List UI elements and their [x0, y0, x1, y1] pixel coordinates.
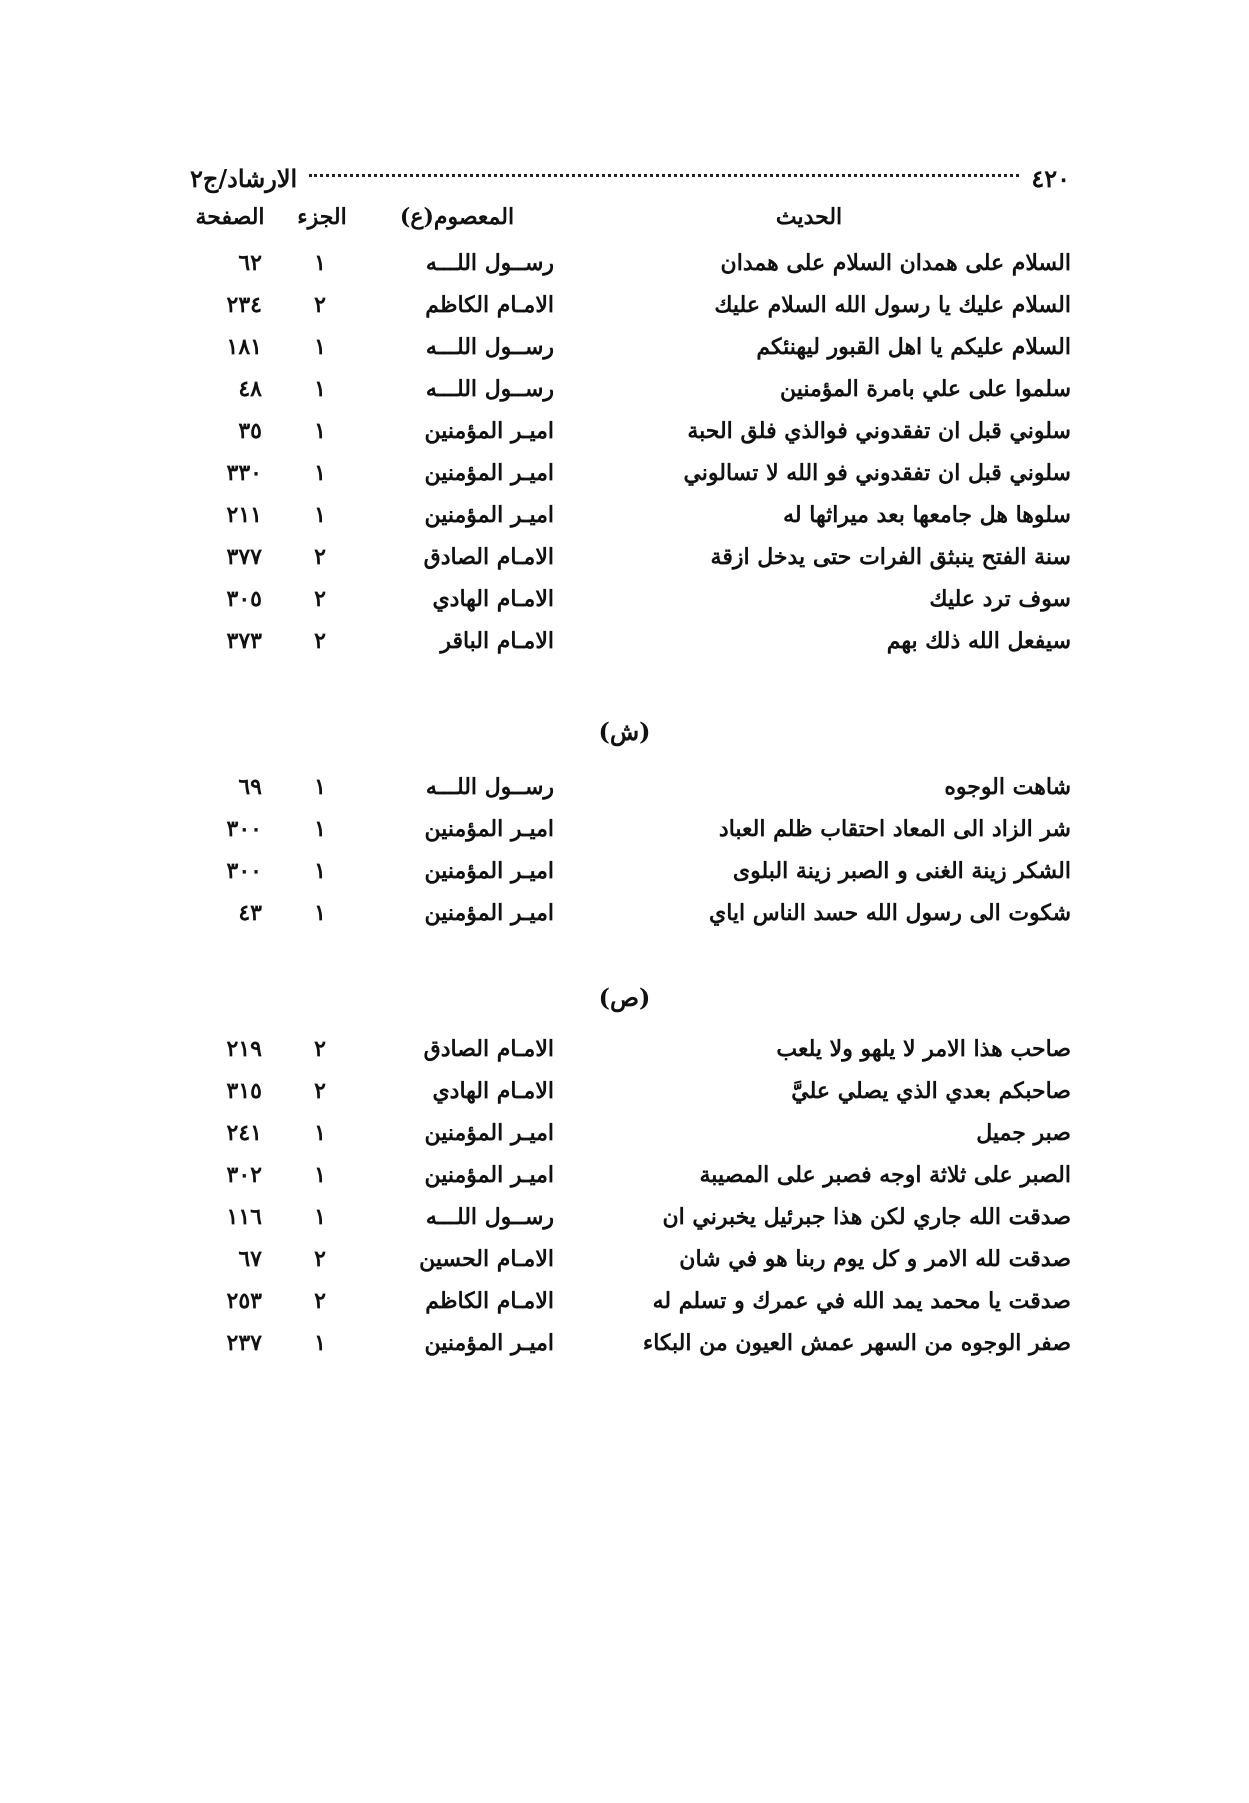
hadith-text: سلوها هل جامعها بعد ميراثها له: [783, 502, 1071, 528]
hadith-text: سيفعل الله ذلك بهم: [886, 628, 1071, 654]
juz-number: ١: [314, 334, 326, 360]
juz-number: ١: [314, 418, 326, 444]
page-number-ref: ٦٧: [238, 1246, 262, 1272]
table-row: [0, 1028, 1249, 1070]
juz-number: ٢: [314, 1036, 326, 1062]
juz-number: ٢: [314, 628, 326, 654]
table-row: [0, 766, 1249, 808]
hadith-text: السلام عليكم يا اهل القبور ليهنئكم: [756, 334, 1071, 360]
table-row: [0, 1196, 1249, 1238]
masum-name: اميـر المؤمنين: [424, 1162, 554, 1188]
hadith-text: صفر الوجوه من السهر عمش العيون من البكاء: [642, 1330, 1071, 1356]
juz-number: ٢: [314, 544, 326, 570]
masum-name: الامـام الباقر: [440, 628, 554, 654]
hadith-text: سلوني قبل ان تفقدوني فوالذي فلق الحبة: [687, 418, 1071, 444]
juz-number: ١: [314, 250, 326, 276]
hadith-text: شاهت الوجوه: [944, 774, 1071, 800]
masum-name: رســول اللـــه: [425, 250, 554, 276]
table-row: [0, 1238, 1249, 1280]
column-header-masum: المعصوم(ع): [399, 204, 515, 230]
page-number-ref: ٣٣٠: [226, 460, 262, 486]
page-number-ref: ٢٣٤: [226, 292, 262, 318]
page-number-ref: ٢٥٣: [226, 1288, 262, 1314]
page-number-ref: ١١٦: [226, 1204, 262, 1230]
masum-name: الامـام الصادق: [423, 1036, 554, 1062]
page-number-ref: ٣٠٥: [226, 586, 262, 612]
page-number-ref: ٢٤١: [226, 1120, 262, 1146]
hadith-text: سنة الفتح ينبثق الفرات حتى يدخل ازقة: [710, 544, 1071, 570]
page-number-ref: ٦٩: [238, 774, 262, 800]
juz-number: ١: [314, 900, 326, 926]
juz-number: ١: [314, 774, 326, 800]
juz-number: ٢: [314, 586, 326, 612]
juz-number: ١: [314, 816, 326, 842]
column-header-hadith: الحديث: [775, 204, 843, 230]
page-number-ref: ٤٣: [238, 900, 262, 926]
hadith-text: شر الزاد الى المعاد احتقاب ظلم العباد: [718, 816, 1071, 842]
table-row: [0, 1154, 1249, 1196]
hadith-text: سلوني قبل ان تفقدوني فو الله لا تسالوني: [683, 460, 1071, 486]
header-dots: [309, 174, 1019, 177]
page-number-ref: ٣٠٠: [226, 858, 262, 884]
masum-name: الامـام الكاظم: [425, 1288, 554, 1314]
hadith-text: سلموا على علي بامرة المؤمنين: [779, 376, 1071, 402]
running-header: [190, 158, 1070, 198]
juz-number: ١: [314, 460, 326, 486]
juz-number: ٢: [314, 292, 326, 318]
hadith-text: صدقت لله الامر و كل يوم ربنا هو في شان: [679, 1246, 1071, 1272]
page-number-ref: ٢٣٧: [226, 1330, 262, 1356]
table-row: [0, 326, 1249, 368]
page-number-ref: ٣٧٣: [226, 628, 262, 654]
hadith-text: صاحب هذا الامر لا يلهو ولا يلعب: [776, 1036, 1071, 1062]
juz-number: ٢: [314, 1288, 326, 1314]
page-number-ref: ٢١١: [226, 502, 262, 528]
hadith-text: صدقت الله جاري لكن هذا جبرئيل يخبرني ان: [662, 1204, 1071, 1230]
page-number-ref: ٣٠٢: [226, 1162, 262, 1188]
table-row: [0, 808, 1249, 850]
masum-name: اميـر المؤمنين: [424, 502, 554, 528]
table-row: [0, 494, 1249, 536]
table-row: [0, 1112, 1249, 1154]
table-row: [0, 1322, 1249, 1364]
masum-name: اميـر المؤمنين: [424, 900, 554, 926]
masum-name: الامـام الهادي: [432, 1078, 554, 1104]
masum-name: اميـر المؤمنين: [424, 1330, 554, 1356]
book-title: الارشاد/ج٢: [190, 163, 298, 193]
column-headers: [0, 196, 1249, 238]
table-row: [0, 892, 1249, 934]
juz-number: ٢: [314, 1078, 326, 1104]
page-number-ref: ٣٧٧: [226, 544, 262, 570]
masum-name: اميـر المؤمنين: [424, 1120, 554, 1146]
hadith-text: السلام على همدان السلام على همدان: [720, 250, 1071, 276]
hadith-text: شكوت الى رسول الله حسد الناس اياي: [708, 900, 1071, 926]
masum-name: اميـر المؤمنين: [424, 858, 554, 884]
masum-name: اميـر المؤمنين: [424, 418, 554, 444]
table-row: [0, 536, 1249, 578]
section-heading: (ش): [598, 717, 651, 746]
masum-name: رســول اللـــه: [425, 334, 554, 360]
hadith-text: الشكر زينة الغنى و الصبر زينة البلوى: [732, 858, 1071, 884]
masum-name: الامـام الكاظم: [425, 292, 554, 318]
column-header-juz: الجزء: [297, 204, 347, 230]
juz-number: ١: [314, 1204, 326, 1230]
hadith-text: السلام عليك يا رسول الله السلام عليك: [714, 292, 1071, 318]
section-heading: (ص): [598, 983, 651, 1012]
page-number-ref: ٣١٥: [226, 1078, 262, 1104]
table-row: [0, 578, 1249, 620]
page-number: ٤٢٠: [1031, 163, 1070, 193]
hadith-text: سوف ترد عليك: [929, 586, 1071, 612]
masum-name: الامـام الصادق: [423, 544, 554, 570]
juz-number: ١: [314, 1162, 326, 1188]
table-row: [0, 850, 1249, 892]
page-number-ref: ٣٥: [238, 418, 262, 444]
table-row: [0, 1070, 1249, 1112]
juz-number: ١: [314, 502, 326, 528]
page-number-ref: ٤٨: [238, 376, 262, 402]
juz-number: ١: [314, 858, 326, 884]
page-number-ref: ١٨١: [226, 334, 262, 360]
page-number-ref: ٣٠٠: [226, 816, 262, 842]
table-row: [0, 452, 1249, 494]
masum-name: الامـام الحسين: [419, 1246, 554, 1272]
page-number-ref: ٦٢: [238, 250, 262, 276]
table-row: [0, 284, 1249, 326]
page-number-ref: ٢١٩: [226, 1036, 262, 1062]
masum-name: رســول اللـــه: [425, 1204, 554, 1230]
masum-name: الامـام الهادي: [432, 586, 554, 612]
table-row: [0, 242, 1249, 284]
juz-number: ١: [314, 1330, 326, 1356]
hadith-text: صدقت يا محمد يمد الله في عمرك و تسلم له: [652, 1288, 1071, 1314]
table-row: [0, 620, 1249, 662]
hadith-text: صاحبكم بعدي الذي يصلي عليَّ: [791, 1078, 1071, 1104]
masum-name: رســول اللـــه: [425, 774, 554, 800]
table-row: [0, 368, 1249, 410]
table-row: [0, 1280, 1249, 1322]
hadith-text: الصبر على ثلاثة اوجه فصبر على المصيبة: [699, 1162, 1071, 1188]
masum-name: اميـر المؤمنين: [424, 460, 554, 486]
juz-number: ١: [314, 376, 326, 402]
column-header-page: الصفحة: [195, 204, 265, 230]
table-row: [0, 410, 1249, 452]
juz-number: ٢: [314, 1246, 326, 1272]
juz-number: ١: [314, 1120, 326, 1146]
masum-name: رســول اللـــه: [425, 376, 554, 402]
masum-name: اميـر المؤمنين: [424, 816, 554, 842]
hadith-text: صبر جميل: [976, 1120, 1071, 1146]
